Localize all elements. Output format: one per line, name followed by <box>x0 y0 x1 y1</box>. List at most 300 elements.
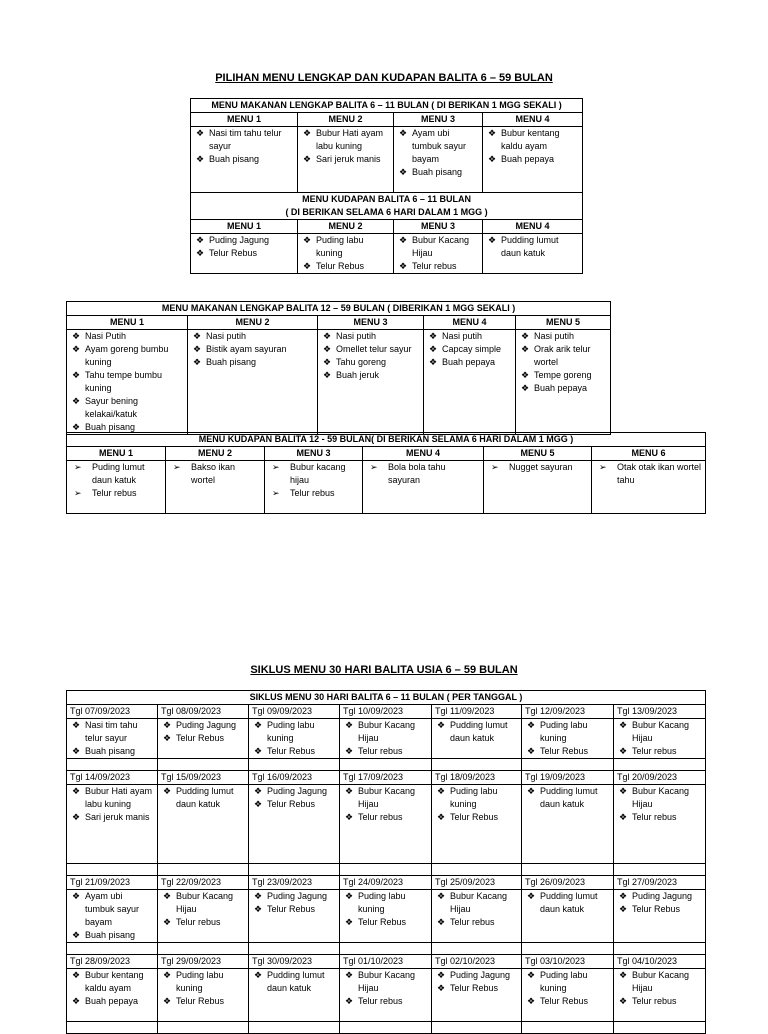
menu-item <box>435 811 518 824</box>
menu-item-text: Ayam ubi tumbuk sayur bayam <box>85 891 140 927</box>
menu-item <box>486 153 579 166</box>
menu-item <box>301 234 390 260</box>
menu-item <box>191 356 314 369</box>
menu-item <box>525 890 610 916</box>
menu-cell <box>67 785 158 864</box>
menu-item-text: Nasi putih <box>534 331 575 341</box>
menu-item <box>191 343 314 356</box>
menu-item-list <box>161 890 245 929</box>
diamond-bullet-icon: ❖ <box>72 370 81 380</box>
menu-cell <box>249 785 340 864</box>
menu-column-header: MENU 4 <box>424 316 516 330</box>
menu-item-text: Telur Rebus <box>540 746 589 756</box>
diamond-bullet-icon: ❖ <box>527 996 536 1006</box>
diamond-bullet-icon: ❖ <box>437 970 446 980</box>
menu-item-list <box>70 785 154 824</box>
menu-item <box>617 719 702 745</box>
spacer-cell <box>432 943 522 955</box>
menu-cell <box>298 127 394 193</box>
menu-item-text: Telur rebus <box>358 812 403 822</box>
menu-item <box>427 343 512 356</box>
table-header: SIKLUS MENU 30 HARI BALITA 6 – 11 BULAN ( PER TANGGAL ) <box>67 691 706 705</box>
menu-cell <box>592 461 706 514</box>
menu-item-text: Bubur Kacang Hijau <box>412 235 470 258</box>
table-header: MENU KUDAPAN BALITA 12 - 59 BULAN( DI BERIKAN SELAMA 6 HARI DALAM 1 MGG ) <box>67 433 706 447</box>
date-cell: Tgl 26/09/2023 <box>522 876 614 890</box>
menu-cell <box>484 461 592 514</box>
menu-item-text: Ayam ubi tumbuk sayur bayam <box>412 128 467 164</box>
menu-item <box>366 461 480 487</box>
menu-cell <box>340 890 432 943</box>
spacer-cell <box>432 864 522 876</box>
menu-item <box>161 732 245 745</box>
menu-item-list <box>595 461 702 487</box>
date-cell: Tgl 09/09/2023 <box>249 705 340 719</box>
diamond-bullet-icon: ❖ <box>72 396 81 406</box>
spacer-cell <box>614 1022 706 1034</box>
menu-item <box>252 903 336 916</box>
spacer-row <box>67 759 706 771</box>
menu-item <box>519 343 607 369</box>
menu-item-text: Telur Rebus <box>316 261 365 271</box>
menu-item <box>435 969 518 982</box>
menu-cell <box>522 890 614 943</box>
date-cell: Tgl 07/09/2023 <box>67 705 158 719</box>
menu-item-text: Bubur Kacang Hijau <box>176 891 234 914</box>
menu-cell <box>249 719 340 759</box>
menu-item <box>617 903 702 916</box>
menu-item <box>343 785 428 811</box>
menu-item <box>343 745 428 758</box>
menu-item-list <box>301 127 390 166</box>
menu-item-text: Puding Jagung <box>267 786 328 796</box>
menu-item-list <box>487 461 588 474</box>
diamond-bullet-icon: ❖ <box>429 331 438 341</box>
menu-cell <box>158 785 249 864</box>
menu-item <box>70 995 154 1008</box>
menu-cell <box>363 461 484 514</box>
menu-item <box>252 719 336 745</box>
menu-cell <box>340 785 432 864</box>
menu-item <box>70 487 162 500</box>
menu-cell <box>340 719 432 759</box>
spacer-cell <box>522 1022 614 1034</box>
spacer-cell <box>614 864 706 876</box>
date-cell: Tgl 15/09/2023 <box>158 771 249 785</box>
diamond-bullet-icon: ❖ <box>345 786 354 796</box>
menu-item-text: Telur rebus <box>358 746 403 756</box>
menu-item <box>525 995 610 1008</box>
arrow-bullet-icon: ➢ <box>74 488 82 498</box>
menu-item <box>519 369 607 382</box>
menu-item-text: Telur rebus <box>290 488 335 498</box>
diamond-bullet-icon: ❖ <box>527 891 536 901</box>
diamond-bullet-icon: ❖ <box>193 344 202 354</box>
diamond-bullet-icon: ❖ <box>323 370 332 380</box>
menu-cell <box>614 890 706 943</box>
menu-item-text: Telur rebus <box>632 746 677 756</box>
menu-item-list <box>525 719 610 758</box>
date-cell: Tgl 25/09/2023 <box>432 876 522 890</box>
date-cell: Tgl 12/09/2023 <box>522 705 614 719</box>
diamond-bullet-icon: ❖ <box>521 383 530 393</box>
diamond-bullet-icon: ❖ <box>303 154 312 164</box>
menu-item-text: Nugget sayuran <box>509 462 573 472</box>
menu-item-text: Ayam goreng bumbu kuning <box>85 344 169 367</box>
diamond-bullet-icon: ❖ <box>196 248 205 258</box>
menu-item-list <box>486 234 579 260</box>
menu-item-text: Puding labu kuning <box>450 786 498 809</box>
menu-item-text: Bubur Kacang Hijau <box>358 786 416 809</box>
menu-item <box>427 356 512 369</box>
spacer-cell <box>522 943 614 955</box>
menu-item-text: Buah pisang <box>412 167 463 177</box>
menu-cell <box>522 719 614 759</box>
menu-column-header: MENU 1 <box>67 447 166 461</box>
menu-item <box>343 969 428 995</box>
menu-item <box>525 719 610 745</box>
diamond-bullet-icon: ❖ <box>345 917 354 927</box>
menu-cell <box>188 330 318 435</box>
menu-item <box>525 785 610 811</box>
menu-item-text: Buah pepaya <box>442 357 496 367</box>
kudapan-table-12-59-bulan <box>66 432 706 514</box>
menu-item-list <box>343 785 428 824</box>
spacer-cell <box>340 1022 432 1034</box>
date-cell: Tgl 22/09/2023 <box>158 876 249 890</box>
menu-cell <box>298 234 394 274</box>
menu-item <box>161 995 245 1008</box>
menu-item <box>343 916 428 929</box>
diamond-bullet-icon: ❖ <box>254 799 263 809</box>
diamond-bullet-icon: ❖ <box>345 746 354 756</box>
menu-item <box>321 343 420 356</box>
menu-cell <box>191 127 298 193</box>
menu-item-text: Bubur Kacang Hijau <box>632 970 690 993</box>
menu-item-text: Telur Rebus <box>632 904 681 914</box>
menu-item-list <box>252 785 336 811</box>
menu-item <box>486 127 579 153</box>
spacer-row <box>67 1022 706 1034</box>
diamond-bullet-icon: ❖ <box>619 746 628 756</box>
menu-item <box>252 745 336 758</box>
date-row <box>67 705 706 719</box>
menu-item <box>70 330 184 343</box>
diamond-bullet-icon: ❖ <box>399 167 408 177</box>
menu-cell <box>67 890 158 943</box>
menu-item-list <box>161 969 245 1008</box>
menu-item-text: Capcay simple <box>442 344 502 354</box>
menu-item <box>343 811 428 824</box>
date-cell: Tgl 03/10/2023 <box>522 955 614 969</box>
menu-item <box>70 395 184 421</box>
date-cell: Tgl 10/09/2023 <box>340 705 432 719</box>
spacer-cell <box>614 759 706 771</box>
date-cell: Tgl 04/10/2023 <box>614 955 706 969</box>
menu-item-list <box>169 461 261 487</box>
menu-item-list <box>194 234 294 260</box>
menu-item-list <box>519 330 607 395</box>
menu-column-header: MENU 1 <box>67 316 188 330</box>
menu-item-text: Puding labu kuning <box>316 235 364 258</box>
menu-item <box>169 461 261 487</box>
spacer-cell <box>522 864 614 876</box>
menu-item-list <box>194 127 294 166</box>
diamond-bullet-icon: ❖ <box>196 235 205 245</box>
menu-item <box>427 330 512 343</box>
menu-item <box>161 916 245 929</box>
menu-item <box>486 234 579 260</box>
menu-item <box>301 260 390 273</box>
date-cell: Tgl 11/09/2023 <box>432 705 522 719</box>
menu-item <box>70 969 154 995</box>
menu-item-list <box>70 719 154 758</box>
spacer-cell <box>340 864 432 876</box>
menu-item <box>617 890 702 903</box>
menu-item-text: Nasi putih <box>442 331 483 341</box>
diamond-bullet-icon: ❖ <box>193 331 202 341</box>
diamond-bullet-icon: ❖ <box>429 357 438 367</box>
menu-item-list <box>435 785 518 824</box>
menu-item-text: Sari jeruk manis <box>316 154 381 164</box>
diamond-bullet-icon: ❖ <box>254 970 263 980</box>
menu-item-text: Bubur Kacang Hijau <box>450 891 508 914</box>
menu-item <box>343 890 428 916</box>
menu-column-header: MENU 3 <box>318 316 424 330</box>
menu-cell <box>516 330 611 435</box>
date-cell: Tgl 08/09/2023 <box>158 705 249 719</box>
menu-item-text: Buah pisang <box>206 357 257 367</box>
menu-item-text: Bubur Kacang Hijau <box>358 720 416 743</box>
diamond-bullet-icon: ❖ <box>163 996 172 1006</box>
menu-cell <box>67 719 158 759</box>
menu-cell <box>432 969 522 1022</box>
spacer-cell <box>614 943 706 955</box>
menu-item <box>321 369 420 382</box>
menu-row <box>67 890 706 943</box>
diamond-bullet-icon: ❖ <box>527 720 536 730</box>
menu-item-text: Puding Jagung <box>450 970 511 980</box>
menu-item-text: Puding Jagung <box>176 720 237 730</box>
spacer-cell <box>158 1022 249 1034</box>
diamond-bullet-icon: ❖ <box>345 812 354 822</box>
menu-table-6-11-bulan <box>190 98 583 274</box>
date-cell: Tgl 21/09/2023 <box>67 876 158 890</box>
menu-item-list <box>617 890 702 916</box>
date-cell: Tgl 28/09/2023 <box>67 955 158 969</box>
menu-item-text: Bubur kentang kaldu ayam <box>85 970 144 993</box>
menu-item-text: Puding labu kuning <box>540 720 588 743</box>
menu-row <box>67 785 706 864</box>
menu-item <box>617 995 702 1008</box>
menu-item-list <box>268 461 359 500</box>
arrow-bullet-icon: ➢ <box>173 462 181 472</box>
diamond-bullet-icon: ❖ <box>72 812 81 822</box>
menu-item <box>321 356 420 369</box>
diamond-bullet-icon: ❖ <box>72 344 81 354</box>
menu-cell <box>249 969 340 1022</box>
menu-item <box>252 890 336 903</box>
date-cell: Tgl 19/09/2023 <box>522 771 614 785</box>
menu-item <box>435 785 518 811</box>
menu-item-text: Telur Rebus <box>176 733 225 743</box>
diamond-bullet-icon: ❖ <box>619 720 628 730</box>
menu-item <box>595 461 702 487</box>
date-cell: Tgl 01/10/2023 <box>340 955 432 969</box>
diamond-bullet-icon: ❖ <box>72 930 81 940</box>
menu-item-text: Omellet telur sayur <box>336 344 412 354</box>
menu-item-text: Pudding lumut daun katuk <box>540 786 598 809</box>
diamond-bullet-icon: ❖ <box>619 904 628 914</box>
menu-item-text: Sayur bening kelakai/katuk <box>85 396 139 419</box>
menu-item <box>252 785 336 798</box>
date-cell: Tgl 20/09/2023 <box>614 771 706 785</box>
spacer-cell <box>67 864 158 876</box>
diamond-bullet-icon: ❖ <box>527 746 536 756</box>
menu-item <box>194 153 294 166</box>
menu-item <box>617 785 702 811</box>
diamond-bullet-icon: ❖ <box>619 970 628 980</box>
menu-cell <box>67 330 188 435</box>
diamond-bullet-icon: ❖ <box>488 128 497 138</box>
menu-item <box>617 811 702 824</box>
menu-column-header: MENU 4 <box>363 447 484 461</box>
menu-cell <box>483 234 583 274</box>
menu-cell <box>249 890 340 943</box>
menu-item-list <box>343 969 428 1008</box>
date-cell: Tgl 13/09/2023 <box>614 705 706 719</box>
menu-item-text: Pudding lumut daun katuk <box>501 235 559 258</box>
menu-item <box>70 745 154 758</box>
diamond-bullet-icon: ❖ <box>303 261 312 271</box>
menu-item-list <box>70 330 184 434</box>
diamond-bullet-icon: ❖ <box>254 891 263 901</box>
menu-item <box>435 916 518 929</box>
diamond-bullet-icon: ❖ <box>619 786 628 796</box>
menu-item <box>525 969 610 995</box>
menu-item-text: Bubur Hati ayam labu kuning <box>85 786 153 809</box>
diamond-bullet-icon: ❖ <box>196 154 205 164</box>
diamond-bullet-icon: ❖ <box>429 344 438 354</box>
diamond-bullet-icon: ❖ <box>323 357 332 367</box>
menu-cell <box>394 127 483 193</box>
menu-item <box>70 929 154 942</box>
diamond-bullet-icon: ❖ <box>345 891 354 901</box>
menu-item <box>519 330 607 343</box>
diamond-bullet-icon: ❖ <box>619 891 628 901</box>
menu-item-text: Tempe goreng <box>534 370 592 380</box>
menu-item-list <box>70 890 154 942</box>
diamond-bullet-icon: ❖ <box>163 891 172 901</box>
menu-item <box>161 785 245 811</box>
diamond-bullet-icon: ❖ <box>72 720 81 730</box>
date-cell: Tgl 23/09/2023 <box>249 876 340 890</box>
menu-item-text: Buah jeruk <box>336 370 380 380</box>
menu-row <box>67 719 706 759</box>
menu-item-list <box>301 234 390 273</box>
date-row <box>67 876 706 890</box>
spacer-cell <box>340 759 432 771</box>
menu-item-text: Telur rebus <box>412 261 457 271</box>
menu-item-text: Telur rebus <box>92 488 137 498</box>
menu-item <box>70 719 154 745</box>
menu-item-list <box>343 719 428 758</box>
spacer-cell <box>249 1022 340 1034</box>
diamond-bullet-icon: ❖ <box>399 235 408 245</box>
spacer-cell <box>67 1022 158 1034</box>
menu-item-list <box>252 969 336 995</box>
date-row <box>67 955 706 969</box>
menu-item-list <box>617 969 702 1008</box>
menu-item <box>268 487 359 500</box>
menu-item <box>70 890 154 929</box>
menu-item-text: Telur Rebus <box>267 799 316 809</box>
menu-item-list <box>435 890 518 929</box>
diamond-bullet-icon: ❖ <box>399 128 408 138</box>
menu-item-list <box>366 461 480 487</box>
menu-column-header: MENU 1 <box>191 220 298 234</box>
menu-item-text: Orak arik telur wortel <box>534 344 591 367</box>
document-title: PILIHAN MENU LENGKAP DAN KUDAPAN BALITA 6 – 59 BULAN <box>215 72 553 84</box>
menu-column-header: MENU 2 <box>298 113 394 127</box>
menu-item-text: Nasi Putih <box>85 331 127 341</box>
menu-item-list <box>321 330 420 382</box>
menu-column-header: MENU 3 <box>265 447 363 461</box>
menu-item-list <box>70 461 162 500</box>
menu-item-text: Telur rebus <box>632 812 677 822</box>
diamond-bullet-icon: ❖ <box>619 812 628 822</box>
menu-item <box>435 982 518 995</box>
diamond-bullet-icon: ❖ <box>72 891 81 901</box>
menu-item-text: Telur Rebus <box>540 996 589 1006</box>
date-cell: Tgl 30/09/2023 <box>249 955 340 969</box>
menu-item <box>161 890 245 916</box>
menu-column-header: MENU 4 <box>483 220 583 234</box>
diamond-bullet-icon: ❖ <box>323 344 332 354</box>
menu-item <box>252 969 336 995</box>
menu-item-list <box>252 890 336 916</box>
menu-item <box>191 330 314 343</box>
menu-item-text: Bubur Hati ayam labu kuning <box>316 128 384 151</box>
diamond-bullet-icon: ❖ <box>521 331 530 341</box>
menu-item <box>194 234 294 247</box>
menu-column-header: MENU 3 <box>394 113 483 127</box>
menu-item-list <box>525 785 610 811</box>
menu-item <box>617 745 702 758</box>
diamond-bullet-icon: ❖ <box>254 720 263 730</box>
spacer-cell <box>158 864 249 876</box>
diamond-bullet-icon: ❖ <box>437 891 446 901</box>
menu-item-text: Bakso ikan wortel <box>191 462 236 485</box>
diamond-bullet-icon: ❖ <box>345 996 354 1006</box>
menu-item-text: Puding labu kuning <box>358 891 406 914</box>
menu-cell <box>158 969 249 1022</box>
menu-item-text: Nasi tim tahu telur sayur <box>209 128 282 151</box>
menu-cell <box>522 969 614 1022</box>
menu-item <box>301 153 390 166</box>
menu-cell <box>67 461 166 514</box>
section-title: SIKLUS MENU 30 HARI BALITA USIA 6 – 59 BULAN <box>250 664 518 676</box>
menu-item-text: Bistik ayam sayuran <box>206 344 287 354</box>
menu-item-list <box>617 785 702 824</box>
menu-item <box>70 461 162 487</box>
menu-item <box>70 343 184 369</box>
menu-column-header: MENU 1 <box>191 113 298 127</box>
diamond-bullet-icon: ❖ <box>488 154 497 164</box>
menu-cell <box>432 890 522 943</box>
diamond-bullet-icon: ❖ <box>163 970 172 980</box>
menu-item <box>435 890 518 916</box>
